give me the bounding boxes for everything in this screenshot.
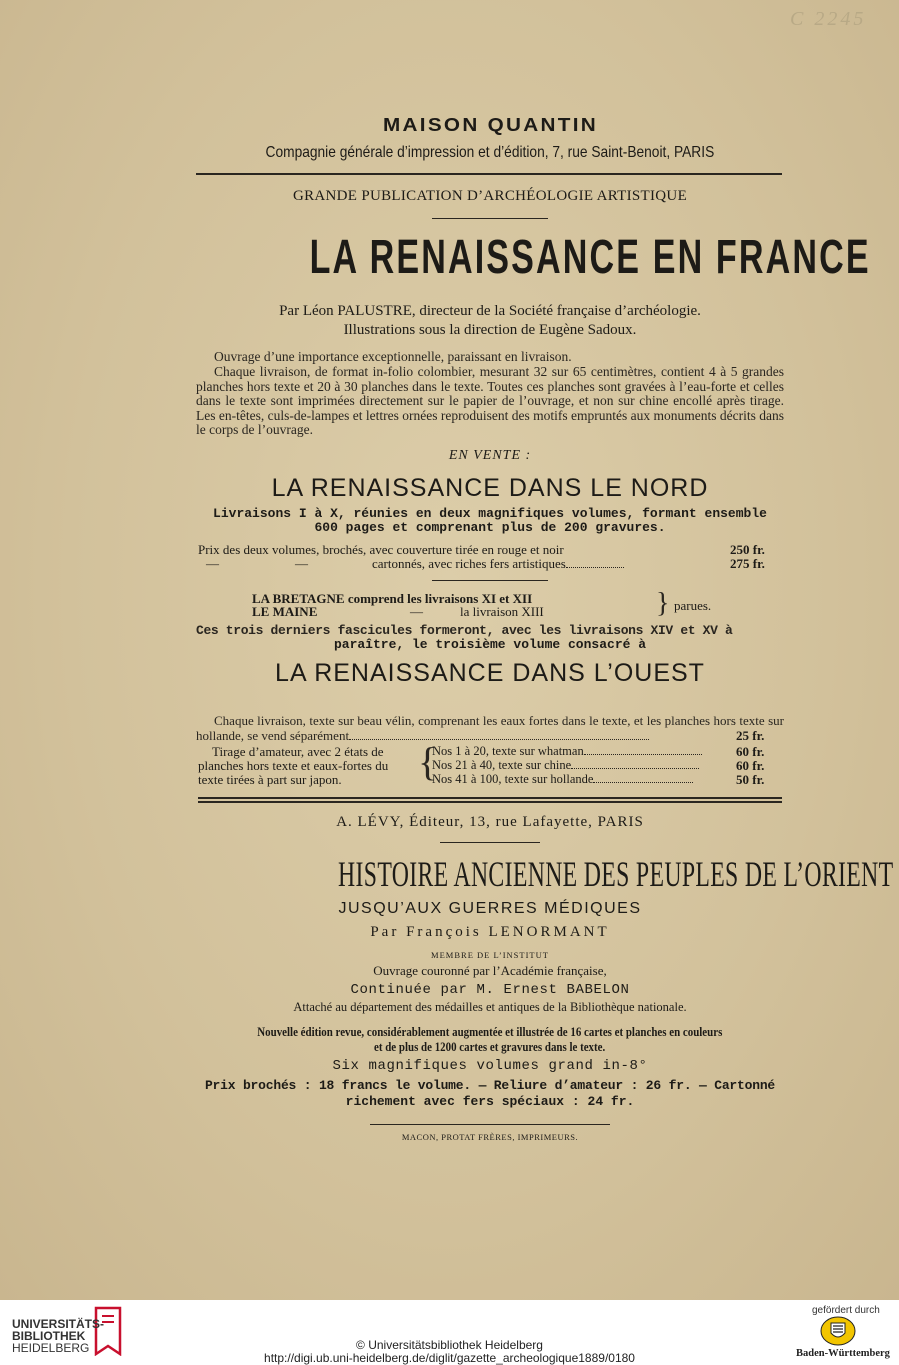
company-line: Compagnie générale d’impression et d’édition, 7, rue Saint-Benoit, PARIS xyxy=(265,144,715,161)
double-rule-top xyxy=(198,797,782,799)
institut-member: MEMBRE DE L’INSTITUT xyxy=(431,950,549,960)
library-name: UNIVERSITÄTS- BIBLIOTHEK HEIDELBERG xyxy=(12,1317,105,1355)
kicker: GRANDE PUBLICATION D’ARCHÉOLOGIE ARTISTIQUE xyxy=(292,188,688,204)
maine-dash: — xyxy=(410,604,423,619)
short-rule-1 xyxy=(432,218,548,219)
brace: } xyxy=(656,588,670,619)
tirage-row-2: Nos 21 à 40, texte sur chine xyxy=(432,758,699,773)
tirage-brace: { xyxy=(418,739,438,784)
coat-of-arms-icon xyxy=(820,1316,856,1346)
header-rule xyxy=(196,173,782,175)
copyright: © Universitätsbibliothek Heidelberg xyxy=(356,1338,543,1352)
tirage-price-1: 60 fr. xyxy=(736,744,765,759)
volumes-line: Six magnifiques volumes grand in-8° xyxy=(332,1058,648,1074)
tirage-price-2: 60 fr. xyxy=(736,758,765,773)
price-line-2: richement avec fers spéciaux : 24 fr. xyxy=(345,1094,635,1109)
nord-title: LA RENAISSANCE DANS LE NORD xyxy=(271,474,709,502)
tirage-price-3: 50 fr. xyxy=(736,772,765,787)
printer-line: MACON, PROTAT FRÈRES, IMPRIMEURS. xyxy=(401,1132,579,1142)
corner-mark: C 2245 xyxy=(790,8,867,30)
maine-right: la livraison XIII xyxy=(460,604,544,619)
parues: parues. xyxy=(674,598,712,613)
funded-by: gefördert durch xyxy=(812,1305,880,1316)
illustrations-line: Illustrations sous la direction de Eugène Sadoux. xyxy=(343,322,637,338)
house-name: MAISON QUANTIN xyxy=(382,115,598,135)
permalink[interactable]: http://digi.ub.uni-heidelberg.de/diglit/gazette_archeologique1889/0180 xyxy=(264,1351,635,1365)
histoire-title: HISTOIRE ANCIENNE DES PEUPLES DE L’ORIENT xyxy=(338,854,894,894)
price-broches-value: 250 fr. xyxy=(730,542,765,557)
price-row-cartonnes: cartonnés, avec riches fers artistiques xyxy=(372,556,624,572)
fascicules-line-1: Ces trois derniers fascicules formeront, avec les livraisons XIV et XV à xyxy=(196,623,733,638)
printer-rule xyxy=(370,1124,610,1125)
livraison-para: Chaque livraison, texte sur beau vélin, comprenant les eaux fortes dans le texte, et les planches hors texte sur hollande, se vend séparément xyxy=(196,713,784,743)
ouest-title: LA RENAISSANCE DANS L’OUEST xyxy=(275,659,705,687)
tirage-row-1: Nos 1 à 20, texte sur whatman xyxy=(432,744,702,759)
continued-line: Continuée par M. Ernest BABELON xyxy=(350,982,630,998)
description-para: Chaque livraison, de format in-folio colombier, mesurant 32 sur 65 centimètres, contient 4 à 5 grandes planches hors texte et 20 à 30 planches dans le texte. Toutes ces planches sont gravées à l’eau-forte et celles dans le texte sont imprimées directement sur le papier de l’ouvrage, et non sur chine encollé après tirage. Les en-têtes, culs-de-lampes et lettres ornées reproduisent des motifs empruntés aux monuments décrits dans le corps de l’ouvrage. xyxy=(196,364,784,437)
tirage-left-3: texte tirées à part sur japon. xyxy=(198,772,342,787)
nord-description: Livraisons I à X, réunies en deux magnifiques volumes, formant ensemble 600 pages et comprenant plus de 200 gravures. xyxy=(213,506,767,535)
livraison-price: 25 fr. xyxy=(736,728,765,743)
edition-line-2: et de plus de 1200 cartes et gravures dans le texte. xyxy=(374,1039,606,1054)
price-cartonnes-dash-2: — xyxy=(295,556,308,571)
price-line-1: Prix brochés : 18 francs le volume. — Reliure d’amateur : 26 fr. — Cartonné xyxy=(204,1078,776,1093)
main-title: LA RENAISSANCE EN FRANCE xyxy=(309,231,871,284)
crowned-line: Ouvrage couronné par l’Académie française, xyxy=(373,963,607,978)
tirage-left-2: planches hors texte et eaux-fortes du xyxy=(198,758,389,773)
double-rule-bottom xyxy=(198,801,782,803)
state-name: Baden-Württemberg xyxy=(796,1348,890,1359)
tirage-row-3: Nos 41 à 100, texte sur hollande xyxy=(432,772,693,787)
histoire-subtitle: JUSQU’AUX GUERRES MÉDIQUES xyxy=(338,900,642,917)
en-vente: EN VENTE : xyxy=(448,448,532,463)
author-line: Par Léon PALUSTRE, directeur de la Société française d’archéologie. xyxy=(279,303,701,319)
attached-line: Attaché au département des médailles et antiques de la Bibliothèque nationale. xyxy=(293,1000,687,1014)
price-cartonnes-value: 275 fr. xyxy=(730,556,765,571)
price-row-broches: Prix des deux volumes, brochés, avec couverture tirée en rouge et noir xyxy=(198,542,564,557)
maine-left: LE MAINE xyxy=(252,604,318,619)
fascicules-line-2: paraître, le troisième volume consacré à xyxy=(333,637,647,652)
short-rule-3 xyxy=(440,842,540,843)
edition-line-1: Nouvelle édition revue, considérablement augmentée et illustrée de 16 cartes et planches en couleurs xyxy=(257,1024,723,1039)
short-rule-2 xyxy=(432,580,548,581)
tirage-left-1: Tirage d’amateur, avec 2 états de xyxy=(212,744,384,759)
intro-para: Ouvrage d’une importance exceptionnelle, paraissant en livraison. xyxy=(214,349,572,364)
bretagne-line: LA BRETAGNE comprend les livraisons XI et XII xyxy=(252,591,533,606)
histoire-author: Par François LENORMANT xyxy=(370,924,610,940)
price-cartonnes-dash-1: — xyxy=(206,556,219,571)
editor-line: A. LÉVY, Éditeur, 13, rue Lafayette, PARIS xyxy=(336,814,644,830)
